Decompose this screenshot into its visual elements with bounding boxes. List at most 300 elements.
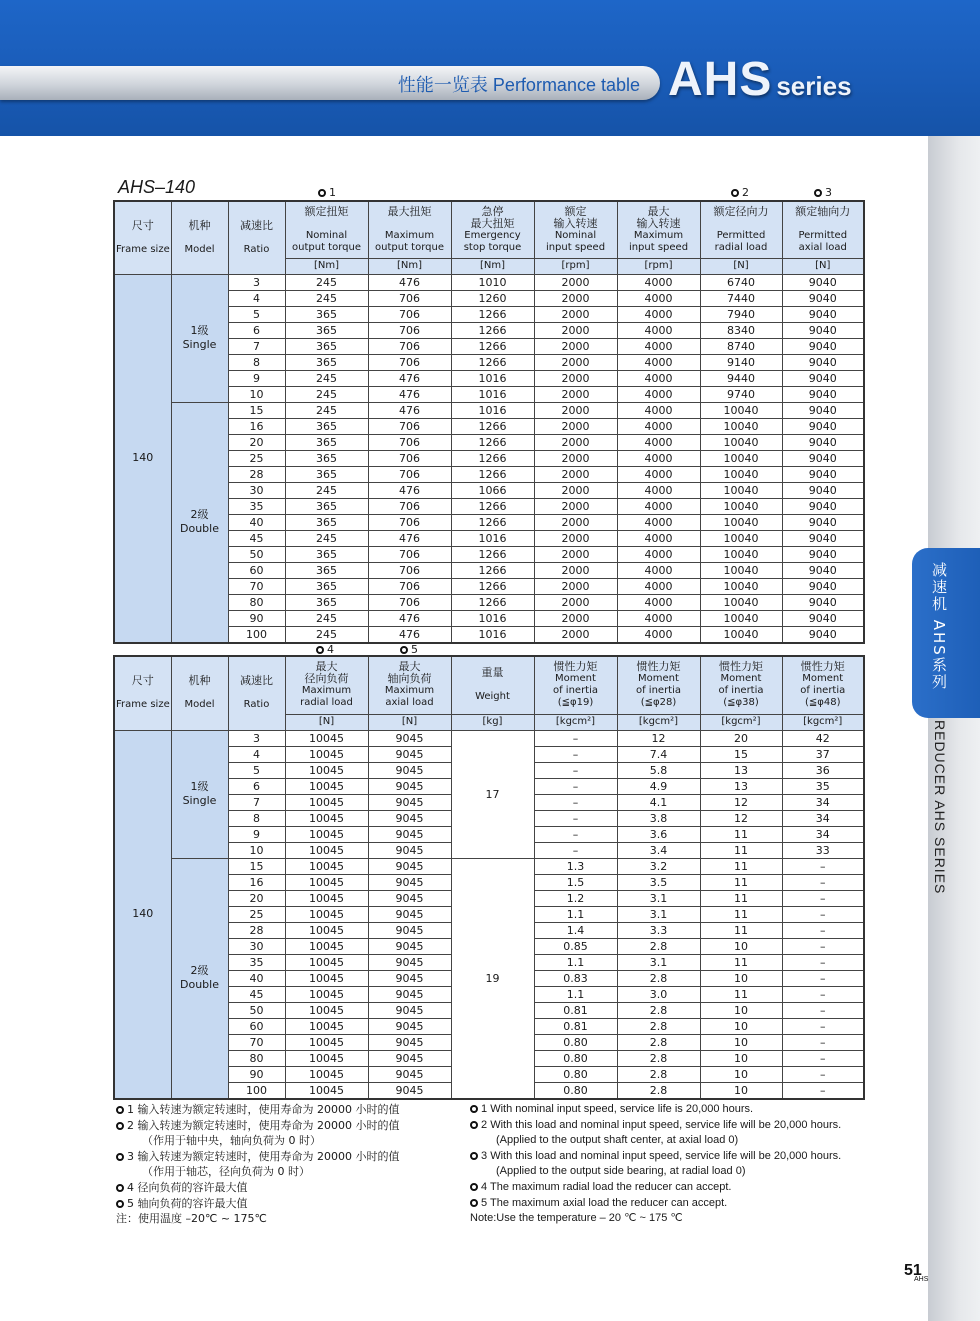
performance-table (113, 200, 865, 644)
nominal-torque-cell: 245 (285, 610, 368, 626)
inertia-38-cell: 11 (700, 954, 782, 970)
unit-cell: [N] (782, 258, 864, 274)
ratio-cell: 10 (228, 386, 285, 402)
ratio-cell: 15 (228, 402, 285, 418)
inertia-19-cell: 0.80 (534, 1082, 617, 1099)
ratio-cell: 40 (228, 970, 285, 986)
max-radial-load-cell: 10045 (285, 746, 368, 762)
max-radial-load-cell: 10045 (285, 970, 368, 986)
max-axial-load-cell: 9045 (368, 746, 451, 762)
emergency-torque-cell: 1010 (451, 274, 534, 290)
ratio-cell: 20 (228, 434, 285, 450)
inertia-48-cell: – (782, 938, 864, 954)
ratio-cell: 100 (228, 1082, 285, 1099)
max-axial-load-cell: 9045 (368, 890, 451, 906)
nominal-speed-cell: 2000 (534, 562, 617, 578)
max-torque-cell: 706 (368, 498, 451, 514)
nominal-speed-cell: 2000 (534, 386, 617, 402)
page-number (904, 1262, 928, 1283)
nominal-speed-cell: 2000 (534, 466, 617, 482)
inertia-38-cell: 13 (700, 762, 782, 778)
header-max-axial-load: 最大 轴向负荷 Maximum axial load (368, 656, 451, 714)
ratio-cell: 9 (228, 370, 285, 386)
notes-chinese (116, 1102, 456, 1227)
inertia-28-cell: 4.1 (617, 794, 700, 810)
max-speed-cell: 4000 (617, 514, 700, 530)
inertia-19-cell: 1.3 (534, 858, 617, 874)
axial-load-cell: 9040 (782, 290, 864, 306)
nominal-torque-cell: 365 (285, 338, 368, 354)
axial-load-cell: 9040 (782, 450, 864, 466)
max-axial-load-cell: 9045 (368, 762, 451, 778)
inertia-38-cell: 11 (700, 906, 782, 922)
nominal-torque-cell: 365 (285, 322, 368, 338)
unit-cell: [kgcm²] (617, 714, 700, 730)
header-ratio: 减速比 Ratio (228, 201, 285, 274)
max-speed-cell: 4000 (617, 274, 700, 290)
ratio-cell: 28 (228, 466, 285, 482)
axial-load-cell: 9040 (782, 562, 864, 578)
unit-cell: [kg] (451, 714, 534, 730)
inertia-48-cell: – (782, 906, 864, 922)
unit-cell: [Nm] (451, 258, 534, 274)
nominal-torque-cell: 365 (285, 562, 368, 578)
ratio-cell: 50 (228, 546, 285, 562)
ratio-cell: 40 (228, 514, 285, 530)
axial-load-cell: 9040 (782, 594, 864, 610)
inertia-28-cell: 3.3 (617, 922, 700, 938)
inertia-28-cell: 3.1 (617, 890, 700, 906)
header-nominal-speed: 额定 输入转速 Nominal input speed (534, 201, 617, 258)
circle-marker-icon (116, 1153, 124, 1161)
marker-1 (318, 186, 336, 199)
inertia-38-cell: 13 (700, 778, 782, 794)
emergency-torque-cell: 1266 (451, 418, 534, 434)
axial-load-cell: 9040 (782, 386, 864, 402)
inertia-48-cell: 42 (782, 730, 864, 746)
unit-cell: [kgcm²] (782, 714, 864, 730)
axial-load-cell: 9040 (782, 322, 864, 338)
max-speed-cell: 4000 (617, 402, 700, 418)
inertia-28-cell: 2.8 (617, 1082, 700, 1099)
axial-load-cell: 9040 (782, 370, 864, 386)
max-torque-cell: 706 (368, 306, 451, 322)
radial-load-cell: 10040 (700, 450, 782, 466)
ratio-cell: 4 (228, 290, 285, 306)
table-row (114, 274, 864, 290)
header-axial-load: 额定轴向力 Permitted axial load (782, 201, 864, 258)
max-radial-load-cell: 10045 (285, 890, 368, 906)
inertia-19-cell: 1.5 (534, 874, 617, 890)
axial-load-cell: 9040 (782, 498, 864, 514)
max-axial-load-cell: 9045 (368, 938, 451, 954)
radial-load-cell: 10040 (700, 402, 782, 418)
nominal-speed-cell: 2000 (534, 610, 617, 626)
max-speed-cell: 4000 (617, 610, 700, 626)
max-torque-cell: 476 (368, 626, 451, 643)
max-torque-cell: 476 (368, 402, 451, 418)
unit-cell: [kgcm²] (534, 714, 617, 730)
note-line: 5 The maximum axial load the reducer can accept. (470, 1196, 890, 1212)
radial-load-cell: 10040 (700, 546, 782, 562)
inertia-28-cell: 3.8 (617, 810, 700, 826)
inertia-38-cell: 20 (700, 730, 782, 746)
ratio-cell: 10 (228, 842, 285, 858)
inertia-48-cell: – (782, 1018, 864, 1034)
inertia-28-cell: 12 (617, 730, 700, 746)
axial-load-cell: 9040 (782, 626, 864, 643)
max-axial-load-cell: 9045 (368, 826, 451, 842)
inertia-48-cell: – (782, 890, 864, 906)
nominal-speed-cell: 2000 (534, 514, 617, 530)
ratio-cell: 60 (228, 562, 285, 578)
radial-load-cell: 10040 (700, 578, 782, 594)
max-speed-cell: 4000 (617, 354, 700, 370)
inertia-48-cell: 34 (782, 826, 864, 842)
axial-load-cell: 9040 (782, 434, 864, 450)
emergency-torque-cell: 1016 (451, 610, 534, 626)
header-inertia-38: 惯性力矩 Moment of inertia (≦φ38) (700, 656, 782, 714)
inertia-19-cell: 0.81 (534, 1018, 617, 1034)
nominal-torque-cell: 365 (285, 578, 368, 594)
ratio-cell: 80 (228, 594, 285, 610)
max-axial-load-cell: 9045 (368, 1018, 451, 1034)
max-axial-load-cell: 9045 (368, 842, 451, 858)
radial-load-cell: 10040 (700, 466, 782, 482)
nominal-torque-cell: 245 (285, 482, 368, 498)
axial-load-cell: 9040 (782, 578, 864, 594)
inertia-19-cell: – (534, 746, 617, 762)
inertia-28-cell: 3.2 (617, 858, 700, 874)
inertia-28-cell: 3.5 (617, 874, 700, 890)
brand-sub: series (776, 71, 852, 101)
inertia-48-cell: – (782, 858, 864, 874)
inertia-28-cell: 2.8 (617, 938, 700, 954)
axial-load-cell: 9040 (782, 482, 864, 498)
emergency-torque-cell: 1266 (451, 514, 534, 530)
note-line: （作用于轴中央，轴向负荷为 0 时） (142, 1134, 321, 1148)
max-speed-cell: 4000 (617, 466, 700, 482)
max-torque-cell: 706 (368, 434, 451, 450)
max-axial-load-cell: 9045 (368, 730, 451, 746)
max-speed-cell: 4000 (617, 594, 700, 610)
max-axial-load-cell: 9045 (368, 1066, 451, 1082)
ratio-cell: 25 (228, 450, 285, 466)
inertia-28-cell: 2.8 (617, 970, 700, 986)
header-inertia-19: 惯性力矩 Moment of inertia (≦φ19) (534, 656, 617, 714)
inertia-19-cell: 1.1 (534, 986, 617, 1002)
inertia-28-cell: 3.0 (617, 986, 700, 1002)
inertia-28-cell: 3.1 (617, 906, 700, 922)
note-line: 2 With this load and nominal input speed, service life will be 20,000 hours. (470, 1118, 890, 1134)
header-model: 机种 Model (171, 656, 228, 730)
brand-main: AHS (668, 53, 773, 106)
nominal-torque-cell: 245 (285, 290, 368, 306)
circle-marker-icon (316, 646, 324, 654)
emergency-torque-cell: 1266 (451, 562, 534, 578)
inertia-19-cell: – (534, 730, 617, 746)
radial-load-cell: 10040 (700, 562, 782, 578)
inertia-19-cell: 1.2 (534, 890, 617, 906)
radial-load-cell: 10040 (700, 418, 782, 434)
circle-marker-icon (470, 1199, 478, 1207)
inertia-48-cell: – (782, 1066, 864, 1082)
radial-load-cell: 9740 (700, 386, 782, 402)
inertia-28-cell: 2.8 (617, 1050, 700, 1066)
header-radial-load: 额定径向力 Permitted radial load (700, 201, 782, 258)
inertia-48-cell: 34 (782, 794, 864, 810)
max-torque-cell: 706 (368, 466, 451, 482)
inertia-19-cell: – (534, 842, 617, 858)
max-axial-load-cell: 9045 (368, 810, 451, 826)
emergency-torque-cell: 1266 (451, 434, 534, 450)
max-radial-load-cell: 10045 (285, 906, 368, 922)
max-torque-cell: 476 (368, 386, 451, 402)
unit-cell: [N] (700, 258, 782, 274)
radial-load-cell: 8740 (700, 338, 782, 354)
page-number-value: 51 (904, 1262, 922, 1279)
nominal-speed-cell: 2000 (534, 354, 617, 370)
circle-marker-icon (470, 1105, 478, 1113)
nominal-torque-cell: 365 (285, 306, 368, 322)
radial-load-cell: 10040 (700, 626, 782, 643)
nominal-torque-cell: 365 (285, 546, 368, 562)
max-radial-load-cell: 10045 (285, 874, 368, 890)
ratio-cell: 25 (228, 906, 285, 922)
max-radial-load-cell: 10045 (285, 1018, 368, 1034)
nominal-torque-cell: 245 (285, 274, 368, 290)
emergency-torque-cell: 1016 (451, 386, 534, 402)
max-torque-cell: 476 (368, 274, 451, 290)
nominal-speed-cell: 2000 (534, 578, 617, 594)
header-model: 机种 Model (171, 201, 228, 274)
inertia-38-cell: 10 (700, 1050, 782, 1066)
nominal-torque-cell: 245 (285, 626, 368, 643)
max-torque-cell: 706 (368, 338, 451, 354)
ratio-cell: 5 (228, 762, 285, 778)
inertia-48-cell: – (782, 954, 864, 970)
max-speed-cell: 4000 (617, 498, 700, 514)
ratio-cell: 3 (228, 730, 285, 746)
nominal-speed-cell: 2000 (534, 626, 617, 643)
inertia-48-cell: – (782, 922, 864, 938)
max-torque-cell: 706 (368, 354, 451, 370)
header-frame-size: 尺寸 Frame size (114, 201, 171, 274)
ratio-cell: 3 (228, 274, 285, 290)
inertia-28-cell: 2.8 (617, 1018, 700, 1034)
marker-number: 1 (329, 186, 336, 199)
unit-cell: [N] (368, 714, 451, 730)
ratio-cell: 45 (228, 986, 285, 1002)
max-radial-load-cell: 10045 (285, 986, 368, 1002)
table-row (114, 402, 864, 418)
axial-load-cell: 9040 (782, 514, 864, 530)
max-radial-load-cell: 10045 (285, 826, 368, 842)
inertia-19-cell: – (534, 778, 617, 794)
inertia-48-cell: 37 (782, 746, 864, 762)
note-line: 5 轴向负荷的容许最大值 (116, 1196, 456, 1212)
circle-marker-icon (470, 1121, 478, 1129)
unit-cell: [Nm] (368, 258, 451, 274)
header-frame-size: 尺寸 Frame size (114, 656, 171, 730)
inertia-48-cell: 33 (782, 842, 864, 858)
nominal-speed-cell: 2000 (534, 434, 617, 450)
side-tab (912, 548, 980, 718)
max-radial-load-cell: 10045 (285, 938, 368, 954)
axial-load-cell: 9040 (782, 610, 864, 626)
max-torque-cell: 476 (368, 610, 451, 626)
max-radial-load-cell: 10045 (285, 1082, 368, 1099)
max-axial-load-cell: 9045 (368, 986, 451, 1002)
max-torque-cell: 706 (368, 562, 451, 578)
frame-size-cell: 140 (114, 730, 171, 1099)
ratio-cell: 9 (228, 826, 285, 842)
inertia-38-cell: 12 (700, 794, 782, 810)
ratio-cell: 100 (228, 626, 285, 643)
model-double-cell: 2级 Double (171, 858, 228, 1099)
series-brand (668, 52, 852, 107)
max-speed-cell: 4000 (617, 626, 700, 643)
unit-cell: [kgcm²] (700, 714, 782, 730)
max-axial-load-cell: 9045 (368, 794, 451, 810)
radial-load-cell: 10040 (700, 530, 782, 546)
ratio-cell: 45 (228, 530, 285, 546)
max-radial-load-cell: 10045 (285, 762, 368, 778)
circle-marker-icon (116, 1122, 124, 1130)
nominal-speed-cell: 2000 (534, 450, 617, 466)
note-line: （作用于轴芯，径向负荷为 0 时） (142, 1165, 310, 1179)
ratio-cell: 4 (228, 746, 285, 762)
max-axial-load-cell: 9045 (368, 1082, 451, 1099)
marker-number: 5 (411, 643, 418, 656)
nominal-torque-cell: 365 (285, 498, 368, 514)
circle-marker-icon (318, 189, 326, 197)
max-torque-cell: 706 (368, 322, 451, 338)
radial-load-cell: 7440 (700, 290, 782, 306)
max-axial-load-cell: 9045 (368, 1002, 451, 1018)
weight-cell: 19 (451, 858, 534, 1099)
emergency-torque-cell: 1266 (451, 594, 534, 610)
max-radial-load-cell: 10045 (285, 1066, 368, 1082)
max-axial-load-cell: 9045 (368, 970, 451, 986)
circle-marker-icon (814, 189, 822, 197)
radial-load-cell: 7940 (700, 306, 782, 322)
header-max-radial-load: 最大 径向负荷 Maximum radial load (285, 656, 368, 714)
title-bar (0, 66, 660, 100)
table-row (114, 730, 864, 746)
emergency-torque-cell: 1266 (451, 578, 534, 594)
load-inertia-table-body (114, 730, 864, 1099)
circle-marker-icon (470, 1183, 478, 1191)
inertia-38-cell: 10 (700, 1034, 782, 1050)
ratio-cell: 35 (228, 954, 285, 970)
inertia-28-cell: 3.6 (617, 826, 700, 842)
inertia-48-cell: – (782, 1002, 864, 1018)
max-radial-load-cell: 10045 (285, 842, 368, 858)
max-speed-cell: 4000 (617, 386, 700, 402)
inertia-19-cell: 0.85 (534, 938, 617, 954)
max-torque-cell: 476 (368, 370, 451, 386)
max-torque-cell: 706 (368, 546, 451, 562)
emergency-torque-cell: 1016 (451, 626, 534, 643)
inertia-38-cell: 10 (700, 1002, 782, 1018)
ratio-cell: 7 (228, 338, 285, 354)
max-radial-load-cell: 10045 (285, 922, 368, 938)
max-torque-cell: 476 (368, 482, 451, 498)
nominal-speed-cell: 2000 (534, 290, 617, 306)
note-line: 3 With this load and nominal input speed, service life will be 20,000 hours. (470, 1149, 890, 1165)
unit-cell: [rpm] (617, 258, 700, 274)
ratio-cell: 90 (228, 610, 285, 626)
inertia-38-cell: 11 (700, 922, 782, 938)
nominal-torque-cell: 365 (285, 434, 368, 450)
max-torque-cell: 706 (368, 594, 451, 610)
marker-number: 2 (742, 186, 749, 199)
side-tab-label: 减速机 AHS系列 (930, 562, 948, 691)
inertia-48-cell: 35 (782, 778, 864, 794)
max-speed-cell: 4000 (617, 482, 700, 498)
nominal-torque-cell: 245 (285, 370, 368, 386)
marker-3 (814, 186, 832, 199)
inertia-19-cell: 1.4 (534, 922, 617, 938)
model-single-cell: 1级 Single (171, 274, 228, 402)
inertia-19-cell: 0.83 (534, 970, 617, 986)
max-speed-cell: 4000 (617, 322, 700, 338)
ratio-cell: 6 (228, 778, 285, 794)
header-emergency-torque: 急停 最大扭矩 Emergency stop torque (451, 201, 534, 258)
inertia-38-cell: 10 (700, 1018, 782, 1034)
max-speed-cell: 4000 (617, 546, 700, 562)
max-speed-cell: 4000 (617, 578, 700, 594)
inertia-48-cell: – (782, 1050, 864, 1066)
inertia-38-cell: 11 (700, 986, 782, 1002)
max-speed-cell: 4000 (617, 306, 700, 322)
unit-cell: [rpm] (534, 258, 617, 274)
nominal-speed-cell: 2000 (534, 402, 617, 418)
max-radial-load-cell: 10045 (285, 794, 368, 810)
emergency-torque-cell: 1016 (451, 402, 534, 418)
weight-cell: 17 (451, 730, 534, 858)
header-max-speed: 最大 输入转速 Maximum input speed (617, 201, 700, 258)
max-axial-load-cell: 9045 (368, 874, 451, 890)
ratio-cell: 30 (228, 938, 285, 954)
max-torque-cell: 476 (368, 530, 451, 546)
max-speed-cell: 4000 (617, 338, 700, 354)
max-axial-load-cell: 9045 (368, 1050, 451, 1066)
max-torque-cell: 706 (368, 514, 451, 530)
radial-load-cell: 10040 (700, 594, 782, 610)
model-double-cell: 2级 Double (171, 402, 228, 643)
max-radial-load-cell: 10045 (285, 1050, 368, 1066)
nominal-torque-cell: 245 (285, 530, 368, 546)
emergency-torque-cell: 1266 (451, 546, 534, 562)
circle-marker-icon (116, 1200, 124, 1208)
max-axial-load-cell: 9045 (368, 1034, 451, 1050)
inertia-19-cell: 0.81 (534, 1002, 617, 1018)
max-speed-cell: 4000 (617, 450, 700, 466)
note-line: 4 The maximum radial load the reducer can accept. (470, 1180, 890, 1196)
inertia-28-cell: 3.1 (617, 954, 700, 970)
marker-2 (731, 186, 749, 199)
ratio-cell: 8 (228, 354, 285, 370)
nominal-speed-cell: 2000 (534, 546, 617, 562)
max-axial-load-cell: 9045 (368, 954, 451, 970)
inertia-38-cell: 10 (700, 938, 782, 954)
ratio-cell: 70 (228, 1034, 285, 1050)
ratio-cell: 50 (228, 1002, 285, 1018)
emergency-torque-cell: 1266 (451, 450, 534, 466)
note-line: (Applied to the output side bearing, at radial load 0) (496, 1165, 746, 1178)
